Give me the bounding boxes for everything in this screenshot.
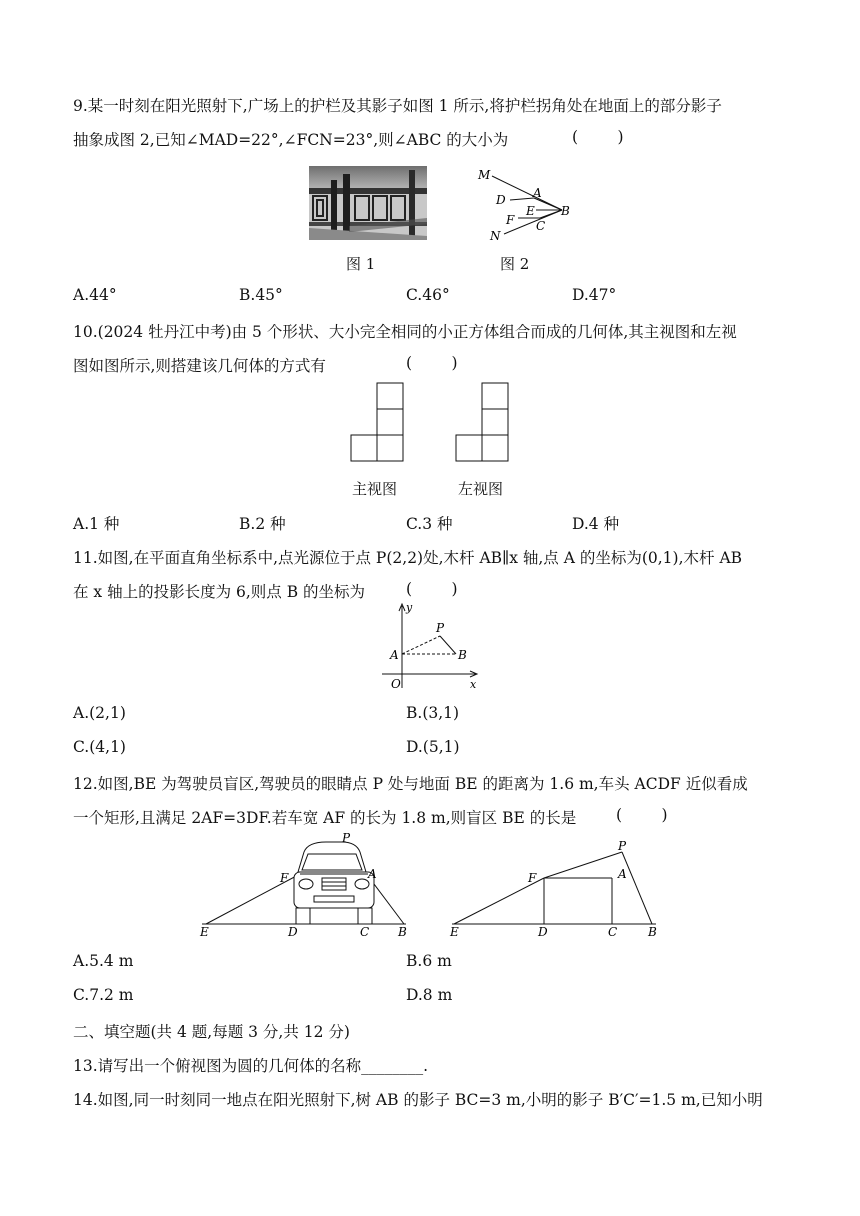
label-B: B — [458, 648, 467, 662]
q11-coordinate-figure — [378, 600, 482, 692]
q10-left-view — [455, 382, 511, 464]
label-F: F — [528, 871, 537, 885]
label-N: N — [490, 229, 501, 243]
label-P: P — [618, 839, 627, 853]
q11-stem-line1: 11.如图,在平面直角坐标系中,点光源位于点 P(2,2)处,木杆 AB∥x 轴,点 A 的坐标为(0,1),木杆 AB — [73, 549, 743, 567]
q11-stem-line2: 在 x 轴上的投影长度为 6,则点 B 的坐标为 — [73, 583, 366, 601]
q12-option-b: B.6 m — [406, 952, 452, 970]
q9-stem-line2: 抽象成图 2,已知∠MAD=22°,∠FCN=23°,则∠ABC 的大小为 — [73, 131, 509, 149]
q9-option-d: D.47° — [572, 286, 617, 304]
q9-fig1-guardrail-photo — [309, 166, 427, 240]
label-P: P — [436, 621, 445, 635]
q9-fig2-shadow-diagram — [470, 160, 580, 246]
q10-left-caption: 左视图 — [458, 480, 504, 498]
label-A: A — [618, 867, 627, 881]
label-E: E — [450, 925, 459, 939]
q11-option-c: C.(4,1) — [73, 738, 126, 756]
q12-answer-paren: ( ) — [616, 806, 668, 824]
q9-option-b: B.45° — [239, 286, 283, 304]
label-F: F — [280, 871, 289, 885]
label-M: M — [478, 168, 491, 182]
label-O: O — [391, 677, 401, 691]
q12-option-a: A.5.4 m — [73, 952, 134, 970]
q10-answer-paren: ( ) — [406, 354, 458, 372]
q9-fig1-caption: 图 1 — [346, 255, 376, 273]
label-A: A — [533, 186, 542, 200]
q10-front-caption: 主视图 — [352, 480, 398, 498]
label-D: D — [288, 925, 298, 939]
q9-option-c: C.46° — [406, 286, 450, 304]
q9-answer-paren: ( ) — [572, 128, 624, 146]
label-E: E — [526, 204, 535, 218]
q10-option-a: A.1 种 — [73, 515, 120, 533]
label-B: B — [398, 925, 407, 939]
label-A: A — [390, 648, 399, 662]
q12-geometry-figure — [446, 836, 666, 940]
q10-option-d: D.4 种 — [572, 515, 620, 533]
q11-option-a: A.(2,1) — [73, 704, 126, 722]
q13-stem: 13.请写出一个俯视图为圆的几何体的名称________. — [73, 1057, 429, 1075]
q11-option-d: D.(5,1) — [406, 738, 460, 756]
q9-stem-line1: 9.某一时刻在阳光照射下,广场上的护栏及其影子如图 1 所示,将护栏拐角处在地面上的部分影子 — [73, 97, 722, 115]
label-A: A — [368, 867, 377, 881]
label-C: C — [536, 219, 546, 233]
q10-option-b: B.2 种 — [239, 515, 286, 533]
q9-option-a: A.44° — [73, 286, 117, 304]
q12-option-c: C.7.2 m — [73, 986, 134, 1004]
label-P: P — [342, 832, 351, 845]
q12-car-figure — [196, 832, 416, 940]
q14-stem: 14.如图,同一时刻同一地点在阳光照射下,树 AB 的影子 BC=3 m,小明的影子 B′C′=1.5 m,已知小明 — [73, 1091, 763, 1109]
label-B: B — [561, 204, 570, 218]
label-B: B — [648, 925, 657, 939]
label-y: y — [406, 601, 413, 614]
label-E: E — [200, 925, 209, 939]
q10-stem-line1: 10.(2024 牡丹江中考)由 5 个形状、大小完全相同的小正方体组合而成的几何体,其主视图和左视 — [73, 323, 737, 341]
q11-option-b: B.(3,1) — [406, 704, 460, 722]
q10-stem-line2: 图如图所示,则搭建该几何体的方式有 — [73, 357, 326, 375]
q12-stem-line1: 12.如图,BE 为驾驶员盲区,驾驶员的眼睛点 P 处与地面 BE 的距离为 1.6 m,车头 ACDF 近似看成 — [73, 775, 748, 793]
label-C: C — [608, 925, 618, 939]
q12-option-d: D.8 m — [406, 986, 453, 1004]
label-x: x — [470, 678, 477, 691]
q12-stem-line2: 一个矩形,且满足 2AF=3DF.若车宽 AF 的长为 1.8 m,则盲区 BE 的长是 — [73, 809, 577, 827]
label-F: F — [506, 213, 515, 227]
q9-fig2-caption: 图 2 — [500, 255, 530, 273]
section-2-heading: 二、填空题(共 4 题,每题 3 分,共 12 分) — [73, 1023, 350, 1041]
q10-front-view — [350, 382, 406, 464]
label-C: C — [360, 925, 370, 939]
label-D: D — [538, 925, 548, 939]
q11-answer-paren: ( ) — [406, 580, 458, 598]
label-D: D — [496, 193, 506, 207]
q10-option-c: C.3 种 — [406, 515, 453, 533]
